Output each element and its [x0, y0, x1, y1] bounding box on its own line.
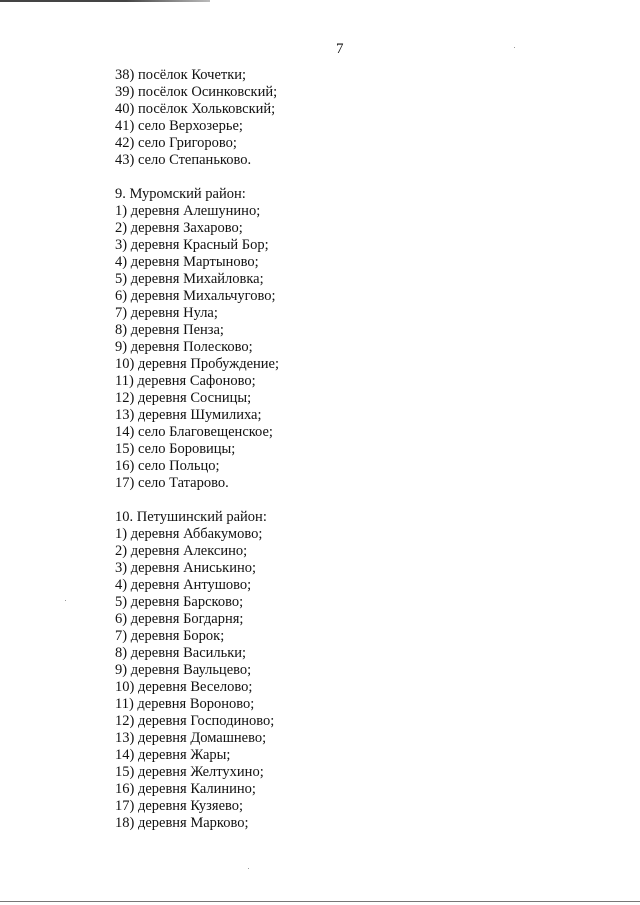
list-item: 11) деревня Сафоново; [115, 373, 256, 389]
list-item: 2) деревня Захарово; [115, 220, 243, 236]
list-section [115, 186, 615, 492]
list-item: 4) деревня Антушово; [115, 577, 252, 593]
list-item: 38) посёлок Кочетки; [115, 67, 247, 83]
list-section [115, 67, 615, 169]
section-gap [115, 169, 615, 186]
list-item: 12) деревня Господиново; [115, 713, 275, 729]
list-item: 10) деревня Пробуждение; [115, 356, 280, 372]
list-item: 16) село Польцо; [115, 458, 220, 474]
scan-speck [248, 868, 249, 869]
scan-edge-bottom [0, 901, 640, 902]
list-item: 41) село Верхозерье; [115, 118, 243, 134]
list-item: 17) село Татарово. [115, 475, 229, 491]
list-item: 14) деревня Жары; [115, 747, 231, 763]
list-item: 17) деревня Кузяево; [115, 798, 244, 814]
list-item: 1) деревня Аббакумово; [115, 526, 263, 542]
section-heading: 10. Петушинский район: [115, 509, 267, 525]
list-item: 6) деревня Михальчугово; [115, 288, 276, 304]
list-item: 5) деревня Михайловка; [115, 271, 264, 287]
list-item: 15) деревня Желтухино; [115, 764, 264, 780]
list-item: 43) село Степаньково. [115, 152, 252, 168]
list-item: 13) деревня Шумилиха; [115, 407, 262, 423]
list-item: 3) деревня Аниськино; [115, 560, 256, 576]
list-item: 10) деревня Веселово; [115, 679, 253, 695]
list-item: 39) посёлок Осинковский; [115, 84, 278, 100]
list-item: 7) деревня Нула; [115, 305, 218, 321]
scan-edge-top [0, 0, 210, 2]
list-item: 1) деревня Алешунино; [115, 203, 261, 219]
scan-speck [514, 47, 515, 48]
list-item: 6) деревня Богдарня; [115, 611, 244, 627]
list-item: 9) деревня Ваульцево; [115, 662, 252, 678]
list-item: 14) село Благовещенское; [115, 424, 273, 440]
list-item: 16) деревня Калинино; [115, 781, 256, 797]
list-item: 5) деревня Барсково; [115, 594, 244, 610]
list-item: 7) деревня Борок; [115, 628, 225, 644]
page-number: 7 [336, 41, 344, 57]
list-item: 2) деревня Алексино; [115, 543, 248, 559]
list-item: 4) деревня Мартыново; [115, 254, 259, 270]
scan-speck [65, 600, 66, 601]
list-item: 13) деревня Домашнево; [115, 730, 267, 746]
list-item: 12) деревня Сосницы; [115, 390, 252, 406]
list-item: 11) деревня Вороново; [115, 696, 255, 712]
list-item: 18) деревня Марково; [115, 815, 249, 831]
list-section [115, 509, 615, 832]
list-item: 8) деревня Васильки; [115, 645, 247, 661]
list-item: 15) село Боровицы; [115, 441, 236, 457]
section-heading: 9. Муромский район: [115, 186, 246, 202]
list-item: 3) деревня Красный Бор; [115, 237, 269, 253]
document-body [115, 67, 615, 832]
section-gap [115, 492, 615, 509]
list-item: 9) деревня Полесково; [115, 339, 253, 355]
list-item: 8) деревня Пенза; [115, 322, 224, 338]
list-item: 42) село Григорово; [115, 135, 237, 151]
list-item: 40) посёлок Хольковский; [115, 101, 276, 117]
